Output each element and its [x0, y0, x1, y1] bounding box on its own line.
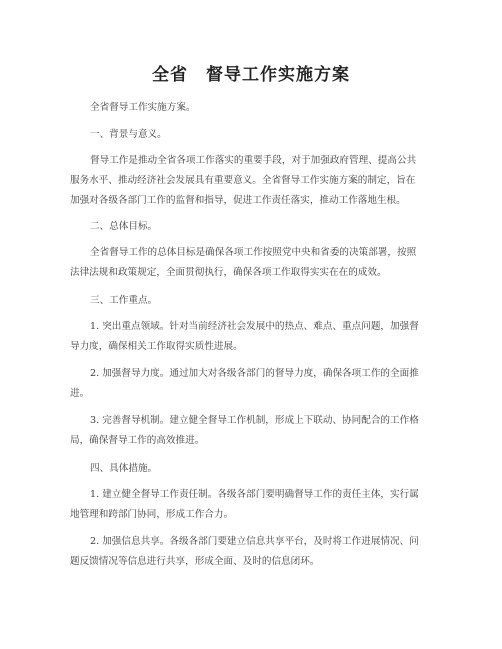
paragraph-focus-2 [70, 364, 419, 404]
paragraph-line: 2. 加强督导力度。通过加大对各级各部门的督导力度，确保各项工作的全面推 [90, 368, 419, 379]
paragraph-line: 1. 建立健全督导工作责任制。各级各部门要明确督导工作的责任主体，实行属 [90, 489, 419, 500]
paragraph-line: 二、总体目标。 [90, 221, 158, 232]
paragraph-line: 1. 突出重点领域。针对当前经济社会发展中的热点、难点、重点问题，加强督 [90, 321, 419, 332]
paragraph-background [70, 151, 417, 211]
paragraph-focus-1 [70, 317, 419, 357]
paragraph-measures-2 [70, 532, 419, 572]
section-heading-measures [90, 459, 406, 479]
paragraph-line: 三、工作重点。 [90, 295, 158, 306]
section-heading-goal [90, 217, 406, 237]
paragraph-line: 一、背景与意义。 [90, 129, 167, 140]
paragraph-line: 法律法规和政策规定，全面贯彻执行，确保各项工作取得实实在在的成效。 [70, 267, 387, 278]
document-title: 全省 督导工作实施方案 [152, 65, 350, 85]
paragraph-line: 全省督导工作的总体目标是确保各项工作按照党中央和省委的决策部署，按照 [90, 247, 417, 258]
paragraph-line: 加强对各级各部门工作的监督和指导，促进工作责任落实，推动工作落地生根。 [70, 195, 406, 206]
paragraph-line: 2. 加强信息共享。各级各部门要建立信息共享平台，及时将工作进展情况、问 [90, 536, 419, 547]
paragraph-line: 服务水平、推动经济社会发展具有重要意义。全省督导工作实施方案的制定，旨在 [70, 175, 416, 186]
paragraph-goal [70, 243, 417, 283]
paragraph-line: 督导工作是推动全省各项工作落实的重要手段，对于加强政府管理、提高公共 [90, 155, 417, 166]
paragraph-intro [90, 98, 406, 118]
paragraph-line: 局，确保督导工作的高效推进。 [70, 435, 205, 446]
paragraph-line: 四、具体措施。 [90, 463, 158, 474]
paragraph-line: 题反馈情况等信息进行共享，形成全面、及时的信息闭环。 [70, 556, 320, 567]
paragraph-line: 3. 完善督导机制。建立健全督导工作机制，形成上下联动、协同配合的工作格 [90, 415, 419, 426]
paragraph-line: 全省督导工作实施方案。 [90, 102, 196, 113]
section-heading-focus [90, 291, 406, 311]
paragraph-line: 进。 [70, 388, 90, 399]
paragraph-measures-1 [70, 485, 419, 525]
section-heading-background [90, 125, 406, 145]
paragraph-line: 地管理和跨部门协同，形成工作合力。 [70, 509, 234, 520]
paragraph-focus-3 [70, 411, 419, 451]
paragraph-line: 导力度，确保相关工作取得实质性进展。 [70, 341, 243, 352]
